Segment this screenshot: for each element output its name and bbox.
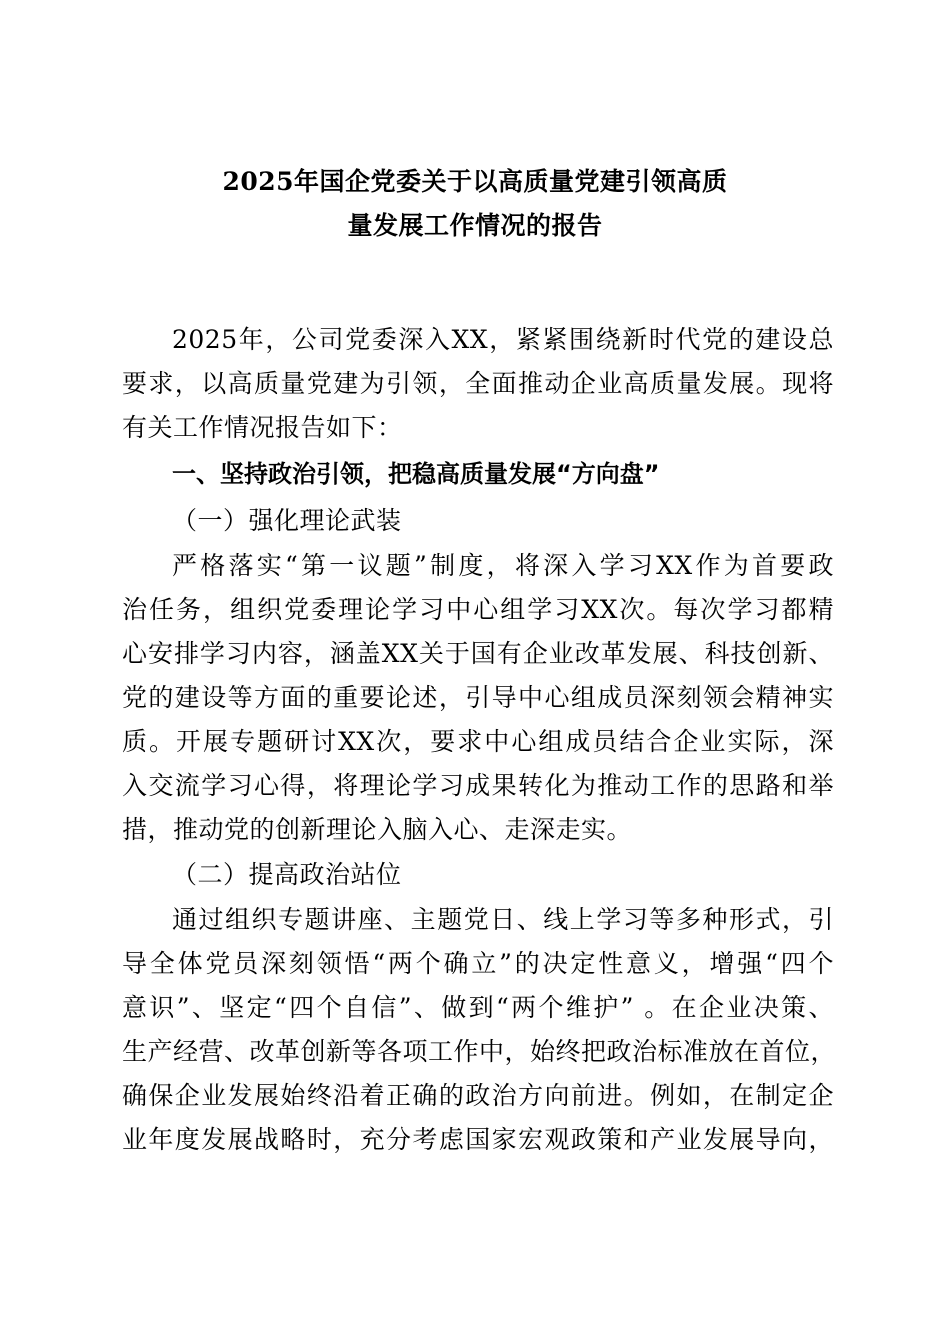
- sub1-line-3: 心安排学习内容，涵盖XX关于国有企业改革发展、科技创新、: [122, 639, 834, 668]
- subsection-1-heading: （一）强化理论武装: [172, 506, 402, 535]
- sub1-line-2: 治任务，组织党委理论学习中心组学习XX次。每次学习都精: [122, 595, 834, 624]
- sub2-line-6: 业年度发展战略时，充分考虑国家宏观政策和产业发展导向，: [122, 1125, 834, 1154]
- document-title: [100, 160, 850, 248]
- section-1-heading: 一、坚持政治引领，把稳高质量发展“方向盘”: [172, 460, 660, 488]
- sub2-line-4: 生产经营、改革创新等各项工作中，始终把政治标准放在首位，: [122, 1037, 837, 1066]
- sub2-line-1: 通过组织专题讲座、主题党日、线上学习等多种形式，引: [172, 905, 834, 934]
- subsection-2-paragraph: [122, 898, 837, 1162]
- sub2-line-2: 导全体党员深刻领悟“两个确立”的决定性意义，增强“四个: [122, 949, 834, 978]
- title-line-2: 量发展工作情况的报告: [347, 211, 603, 240]
- sub1-line-1: 严格落实“第一议题”制度，将深入学习XX作为首要政: [172, 551, 834, 580]
- intro-line-1: 2025年，公司党委深入XX，紧紧围绕新时代党的建设总: [172, 325, 834, 354]
- intro-line-2: 要求，以高质量党建为引领，全面推动企业高质量发展。现将: [122, 369, 834, 398]
- sub2-line-5: 确保企业发展始终沿着正确的政治方向前进。例如，在制定企: [122, 1081, 834, 1110]
- subsection-1-paragraph: [122, 544, 834, 852]
- document-body: [122, 318, 837, 1162]
- sub1-line-4: 党的建设等方面的重要论述，引导中心组成员深刻领会精神实: [122, 683, 834, 712]
- sub2-line-3: 意识”、坚定“四个自信”、做到“两个维护” 。在企业决策、: [122, 993, 834, 1022]
- subsection-2-heading: （二）提高政治站位: [172, 860, 402, 889]
- sub1-line-5: 质。开展专题研讨XX次，要求中心组成员结合企业实际，深: [122, 727, 834, 756]
- title-line-1: 2025年国企党委关于以高质量党建引领高质: [222, 167, 728, 196]
- intro-paragraph: [122, 318, 834, 450]
- sub1-line-6: 入交流学习心得，将理论学习成果转化为推动工作的思路和举: [122, 771, 834, 800]
- sub1-line-7: 措，推动党的创新理论入脑入心、走深走实。: [122, 815, 633, 844]
- intro-line-3: 有关工作情况报告如下：: [122, 413, 403, 442]
